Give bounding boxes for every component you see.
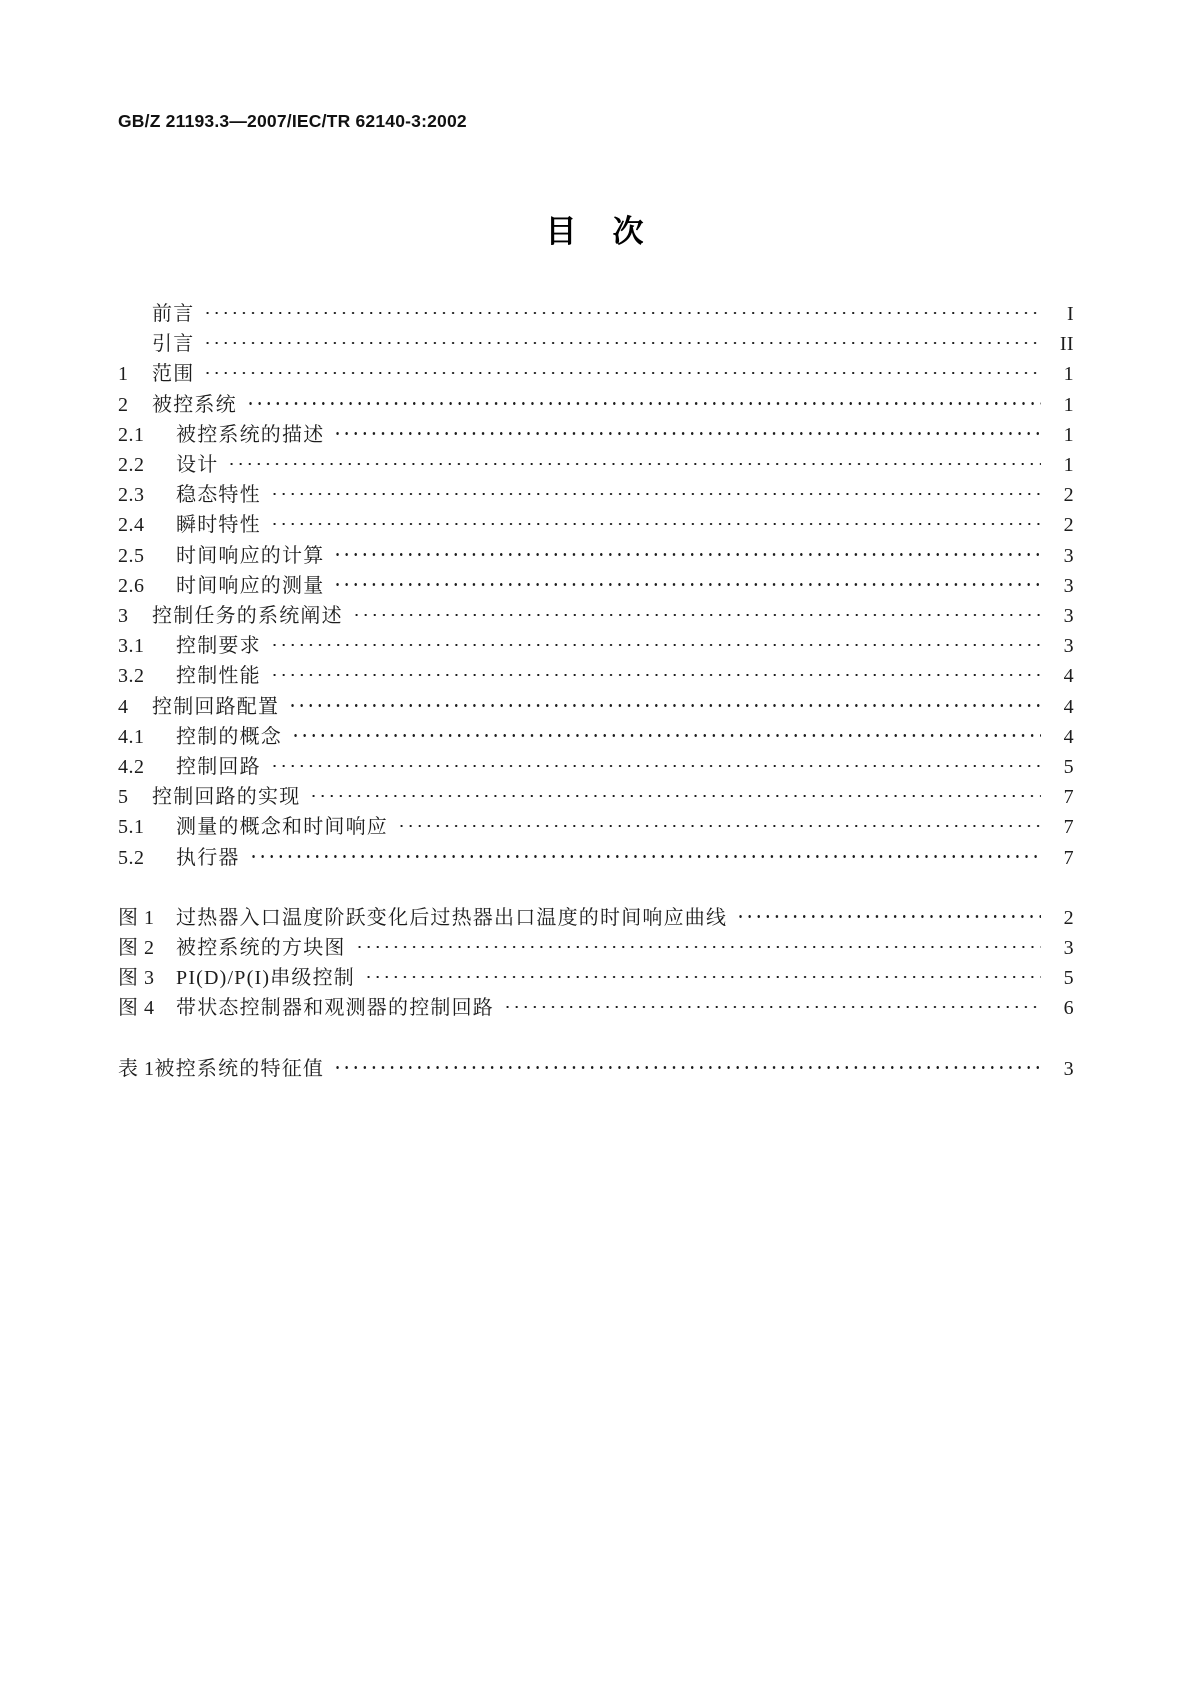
toc-entry-number: 5.1 [118,816,145,839]
toc-table-row[interactable] [118,1054,1074,1084]
toc-entry-number: 图 1 [118,906,155,929]
toc-entry-row[interactable] [118,480,1074,510]
toc-entry-row[interactable] [118,450,1074,480]
toc-leader-dots [503,994,1041,1014]
toc-page-number: 1 [1063,423,1074,446]
toc-page-number: 4 [1063,665,1074,688]
toc-entry-row[interactable] [118,631,1074,661]
toc-page-number: 3 [1063,605,1074,628]
toc-leader-dots [333,421,1041,441]
toc-section-spacer [118,1024,1074,1054]
toc-leader-dots [291,723,1041,743]
toc-entry-number: 图 2 [118,937,155,960]
toc-page-number: 5 [1063,967,1074,990]
toc-entry-number: 2.4 [118,514,145,537]
toc-fig-row[interactable] [118,903,1074,933]
toc-leader-dots [397,813,1041,833]
toc-entry-row[interactable] [118,692,1074,722]
toc-entry-row[interactable] [118,299,1074,329]
toc-entry-label: 控制回路 [176,756,261,779]
toc-entry-number: 2.1 [118,423,145,446]
toc-page-number: 3 [1063,1057,1074,1080]
toc-entry-row[interactable] [118,510,1074,540]
toc-leader-dots [270,511,1041,531]
toc-leader-dots [355,934,1041,954]
toc-leader-dots [270,662,1041,682]
toc-entry-number: 5 [118,786,129,809]
toc-entry-row[interactable] [118,843,1074,873]
toc-entry-label: 控制回路配置 [152,695,280,718]
toc-leader-dots [270,481,1041,501]
toc-entry-number: 2.3 [118,484,145,507]
toc-entry-row[interactable] [118,782,1074,812]
toc-entry-label: 过热器入口温度阶跃变化后过热器出口温度的时间响应曲线 [176,906,728,929]
toc-entry-label: 被控系统的描述 [176,423,325,446]
document-header-standard-number: GB/Z 21193.3—2007/IEC/TR 62140-3:2002 [118,111,467,131]
toc-entry-label: 带状态控制器和观测器的控制回路 [176,997,494,1020]
toc-entry-label: 瞬时特性 [176,514,261,537]
toc-entry-label: 被控系统的方块图 [176,937,346,960]
toc-entry-number: 图 4 [118,997,155,1020]
toc-page-number: 5 [1063,756,1074,779]
toc-leader-dots [333,572,1041,592]
toc-entry-number: 3.1 [118,635,145,658]
toc-page-number: 2 [1063,514,1074,537]
toc-leader-dots [333,542,1041,562]
toc-entry-number: 2.5 [118,544,145,567]
toc-entry-row[interactable] [118,812,1074,842]
toc-entry-row[interactable] [118,722,1074,752]
toc-page-number: 3 [1063,574,1074,597]
table-of-contents [118,299,1074,1084]
toc-page-number: 4 [1063,695,1074,718]
toc-entry-number: 图 3 [118,967,155,990]
toc-leader-dots [203,300,1041,320]
toc-page-number: 3 [1063,544,1074,567]
page-title [0,206,1191,251]
toc-leader-dots [352,602,1041,622]
toc-page-number: 1 [1063,393,1074,416]
toc-entry-label: 执行器 [176,846,240,869]
toc-entry-label: 前言 [152,303,195,325]
toc-entry-number: 1 [118,363,129,386]
toc-section-spacer [118,873,1074,903]
toc-entry-row[interactable] [118,661,1074,691]
toc-entry-number: 3 [118,605,129,628]
toc-entry-number: 3.2 [118,665,145,688]
toc-page-number: 2 [1063,484,1074,507]
toc-entry-label: 控制回路的实现 [152,786,301,809]
toc-entry-number: 2.2 [118,454,145,477]
toc-entry-label: 被控系统的特征值 [154,1057,325,1080]
toc-entry-number: 4.1 [118,725,145,748]
page-title-char-2: 次 [612,214,646,249]
toc-entry-row[interactable] [118,390,1074,420]
toc-entry-row[interactable] [118,601,1074,631]
toc-page-number: 7 [1063,846,1074,869]
toc-leader-dots [309,783,1041,803]
toc-page-number: II [1059,333,1074,356]
toc-entry-label: 控制要求 [176,635,261,658]
toc-page-number: 3 [1063,635,1074,658]
toc-entry-number: 5.2 [118,846,145,869]
toc-entry-row[interactable] [118,359,1074,389]
toc-fig-row[interactable] [118,993,1074,1023]
toc-entry-label: 控制的概念 [176,725,282,748]
toc-entry-label: 引言 [152,333,195,356]
toc-entry-row[interactable] [118,752,1074,782]
toc-entry-label: 时间响应的计算 [176,544,325,567]
toc-page-number: I [1066,303,1074,325]
toc-page-number: 1 [1063,363,1074,386]
toc-leader-dots [270,632,1041,652]
toc-leader-dots [736,904,1041,924]
toc-entry-label: 稳态特性 [176,484,261,507]
toc-entry-label: 范围 [152,363,195,386]
toc-leader-dots [246,391,1041,411]
toc-page-number: 4 [1063,725,1074,748]
toc-entry-label: 设计 [176,454,219,477]
toc-entry-label: 控制性能 [176,665,261,688]
toc-page-number: 3 [1063,937,1074,960]
toc-page-number: 7 [1063,816,1074,839]
toc-page-number: 2 [1063,906,1074,929]
toc-entry-row[interactable] [118,541,1074,571]
toc-entry-number: 2.6 [118,574,145,597]
toc-entry-number: 表 1 [118,1057,155,1080]
toc-entry-row[interactable] [118,571,1074,601]
toc-leader-dots [203,330,1041,350]
toc-leader-dots [333,1055,1041,1075]
toc-leader-dots [227,451,1041,471]
toc-entry-label: 测量的概念和时间响应 [176,816,388,839]
toc-fig-row[interactable] [118,933,1074,963]
toc-entry-row[interactable] [118,420,1074,450]
toc-leader-dots [249,844,1041,864]
toc-entry-row[interactable] [118,329,1074,359]
toc-page-number: 1 [1063,454,1074,477]
toc-leader-dots [270,753,1041,773]
toc-entry-label: 控制任务的系统阐述 [152,605,343,628]
toc-entry-label: 时间响应的测量 [176,574,325,597]
toc-leader-dots [364,964,1041,984]
toc-entry-number: 2 [118,393,129,416]
toc-page-number: 6 [1063,997,1074,1020]
toc-entry-label: 被控系统 [152,393,237,416]
toc-page-number: 7 [1063,786,1074,809]
toc-entry-number: 4.2 [118,756,145,779]
toc-fig-row[interactable] [118,963,1074,993]
page-title-char-1: 目 [545,214,579,249]
toc-leader-dots [203,360,1041,380]
toc-leader-dots [288,693,1041,713]
toc-entry-label: PI(D)/P(I)串级控制 [176,967,356,990]
toc-entry-number: 4 [118,695,129,718]
